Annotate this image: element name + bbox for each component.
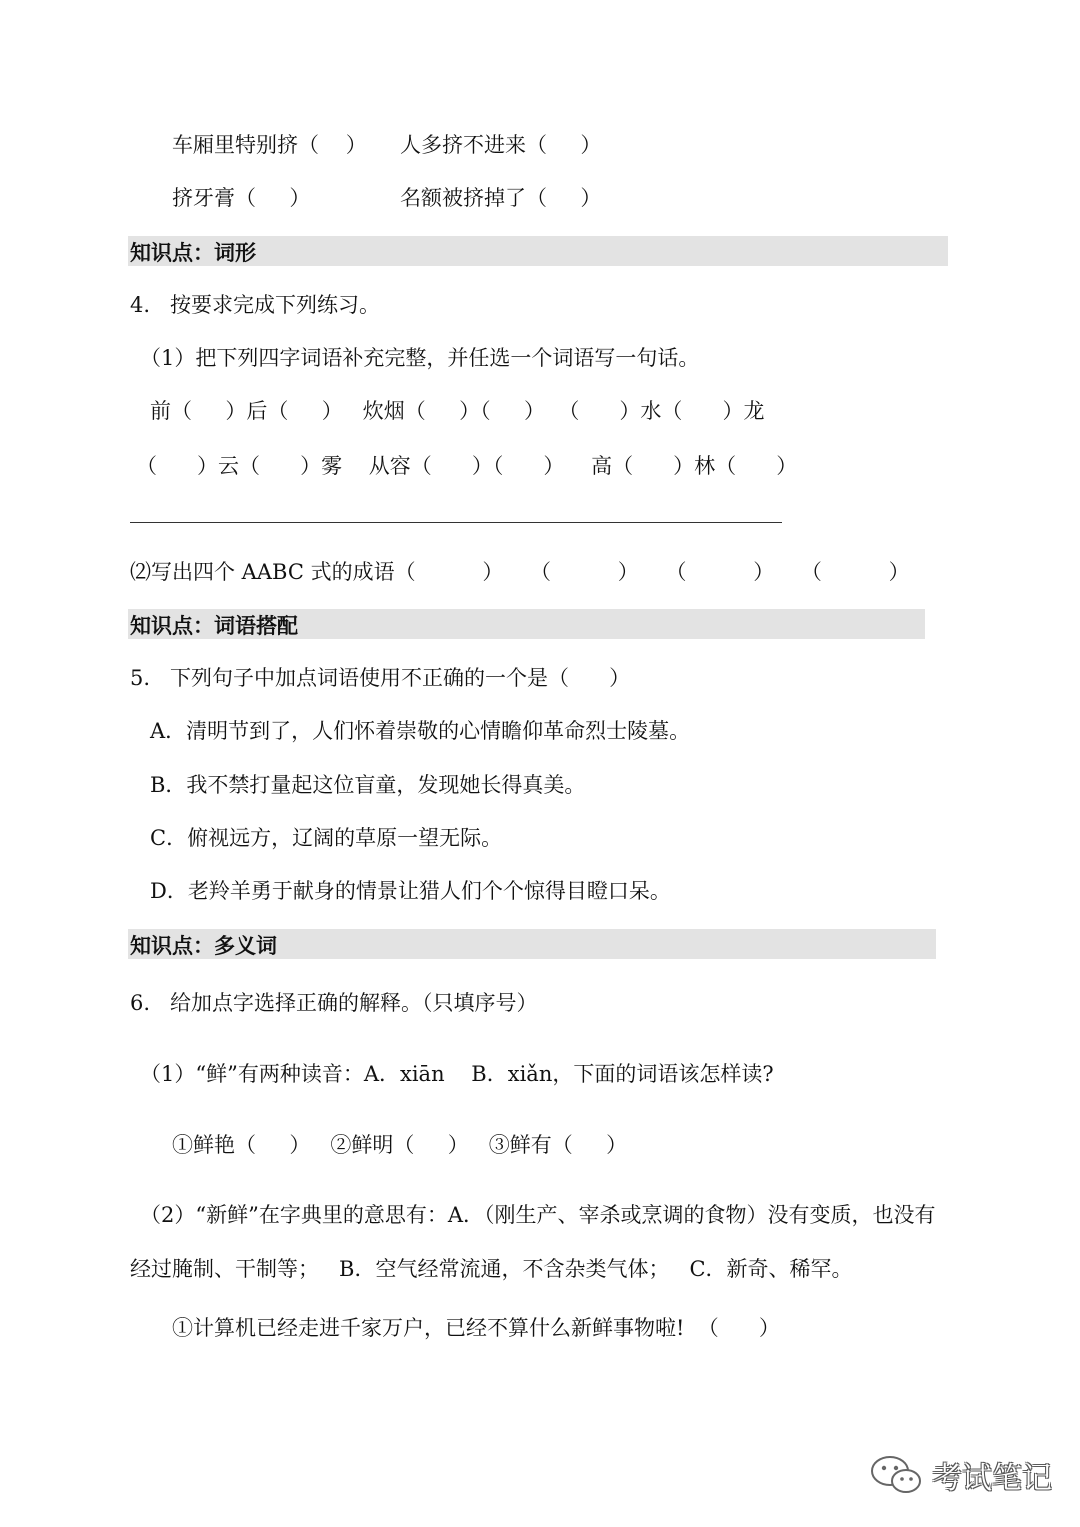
q3-item-d: 名额被挤掉了（ ） [400,186,602,210]
q5-option-a: A．清明节到了，人们怀着崇敬的心情瞻仰革命烈士陵墓。 [150,719,691,743]
q4-stem: 4. 按要求完成下列练习。 [130,293,381,317]
q6-part2-item1: ①计算机已经走进千家万户，已经不算什么新鲜事物啦! （ ） [172,1316,780,1340]
q3-item-c: 挤牙膏（ ） [172,186,311,210]
wechat-icon [868,1453,924,1497]
q5-option-b: B．我不禁打量起这位盲童，发现她长得真美。 [150,773,586,797]
q4-fill-row-2: （ ）云（ ）雾 从容（ ）（ ） 高（ ）林（ ） [136,454,798,478]
section-header-label: 知识点：词形 [130,241,256,265]
q5-option-c: C．俯视远方，辽阔的草原一望无际。 [150,826,503,850]
section-header-label: 知识点：词语搭配 [130,614,298,638]
q6-part1-items: ①鲜艳（ ） ②鲜明（ ） ③鲜有（ ） [172,1133,628,1157]
section-header-polysemy [128,929,936,959]
answer-line [130,522,782,523]
q6-part2-line1: （2）“新鲜”在字典里的意思有：A．（刚生产、宰杀或烹调的食物）没有变质，也没有 [140,1203,936,1227]
q3-item-b: 人多挤不进来（ ） [400,133,602,157]
q6-stem: 6. 给加点字选择正确的解释。（只填序号） [130,991,538,1015]
q4-fill-row-1: 前（ ）后（ ） 炊烟（ ）（ ） （ ）水（ ）龙 [150,399,765,423]
q5-stem: 5. 下列句子中加点词语使用不正确的一个是（ ） [130,666,631,690]
q4-part1: （1）把下列四字词语补充完整，并任选一个词语写一句话。 [140,346,700,370]
section-header-label: 知识点：多义词 [130,934,277,958]
q4-part2: ⑵写出四个 AABC 式的成语（ ） （ ） （ ） （ ） [130,560,910,584]
section-header-word-form [128,236,948,266]
q6-part2-line2: 经过腌制、干制等； B．空气经常流通，不含杂类气体； C．新奇、稀罕。 [130,1257,853,1281]
q3-item-a: 车厢里特别挤（ ） [172,133,367,157]
q6-part1: （1）“鲜”有两种读音：A．xiān B．xiǎn，下面的词语该怎样读? [140,1062,774,1086]
watermark-text: 考试笔记 [932,1461,1052,1496]
section-header-collocation [128,609,925,639]
q5-option-d: D．老羚羊勇于献身的情景让猎人们个个惊得目瞪口呆。 [150,879,671,903]
watermark [868,1450,1052,1500]
